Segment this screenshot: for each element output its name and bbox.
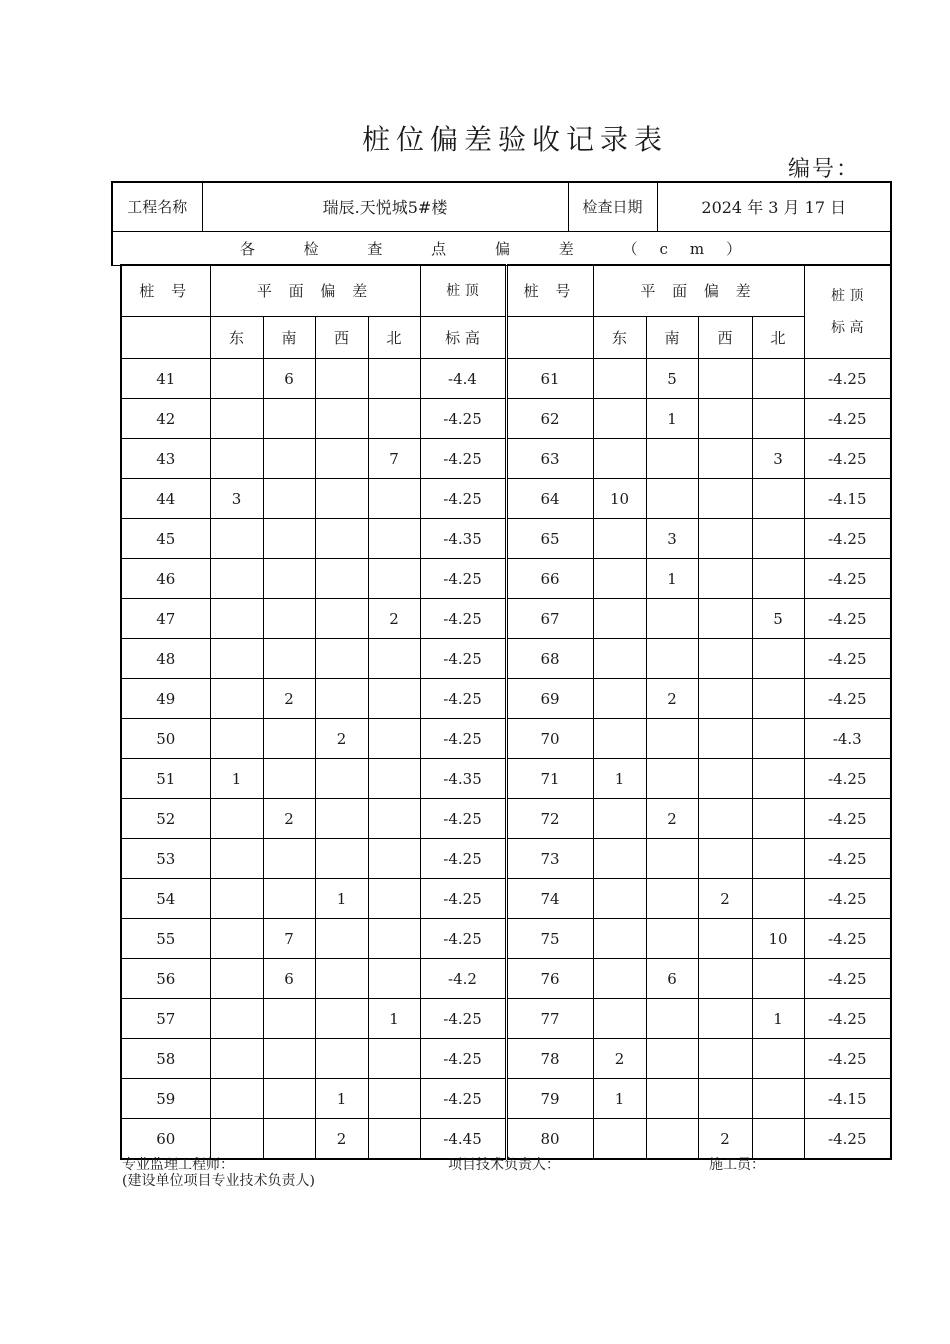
pile-number-cell: 76 <box>506 959 593 999</box>
north-cell <box>368 1119 420 1160</box>
east-cell <box>210 799 263 839</box>
west-cell <box>698 919 752 959</box>
west-cell <box>315 959 368 999</box>
pile-number-cell: 61 <box>506 359 593 399</box>
top-elevation-line2: 标 高 <box>445 329 480 347</box>
south-cell <box>263 1079 315 1119</box>
south-cell <box>646 839 698 879</box>
project-name-label: 工程名称 <box>112 182 202 231</box>
south-cell: 3 <box>646 519 698 559</box>
north-cell: 1 <box>752 999 804 1039</box>
elevation-cell: -4.25 <box>804 1039 891 1079</box>
north-cell <box>368 519 420 559</box>
east-cell <box>593 999 646 1039</box>
north-cell <box>368 919 420 959</box>
elevation-cell: -4.25 <box>804 679 891 719</box>
elevation-cell: -4.25 <box>420 1039 506 1079</box>
south-cell <box>263 479 315 519</box>
constructor-label: 施工员： <box>709 1157 765 1173</box>
south-cell: 2 <box>263 799 315 839</box>
north-cell <box>368 559 420 599</box>
elevation-cell: -4.25 <box>420 479 506 519</box>
east-cell <box>593 559 646 599</box>
table-row <box>121 879 891 919</box>
east-cell <box>210 559 263 599</box>
table-row <box>121 439 891 479</box>
east-cell: 3 <box>210 479 263 519</box>
pile-number-cell: 53 <box>121 839 210 879</box>
east-cell <box>210 839 263 879</box>
pile-number-subheader-right <box>506 317 593 359</box>
pile-number-cell: 43 <box>121 439 210 479</box>
west-header-left: 西 <box>315 317 368 359</box>
east-cell: 10 <box>593 479 646 519</box>
pile-number-cell: 50 <box>121 719 210 759</box>
elevation-cell: -4.25 <box>804 919 891 959</box>
west-cell <box>315 359 368 399</box>
inspection-date-value: 2024 年 3 月 17 日 <box>657 182 891 231</box>
south-cell <box>263 519 315 559</box>
elevation-cell: -4.25 <box>420 839 506 879</box>
pile-number-header-right: 桩 号 <box>506 265 593 317</box>
table-row <box>121 719 891 759</box>
pile-number-subheader-left <box>121 317 210 359</box>
south-cell <box>263 639 315 679</box>
west-cell <box>698 1079 752 1119</box>
south-cell <box>263 759 315 799</box>
east-cell <box>210 399 263 439</box>
deviation-section-label: 各 检 查 点 偏 差 （cm） <box>112 231 891 265</box>
pile-number-cell: 45 <box>121 519 210 559</box>
elevation-cell: -4.4 <box>420 359 506 399</box>
west-cell <box>315 599 368 639</box>
table-row <box>121 919 891 959</box>
west-cell <box>698 759 752 799</box>
north-cell <box>368 839 420 879</box>
west-cell <box>315 479 368 519</box>
north-cell <box>752 559 804 599</box>
north-cell <box>752 959 804 999</box>
elevation-cell: -4.25 <box>420 639 506 679</box>
south-cell: 2 <box>646 679 698 719</box>
table-body <box>121 359 891 1160</box>
east-cell <box>593 599 646 639</box>
west-cell <box>698 799 752 839</box>
north-header-left: 北 <box>368 317 420 359</box>
south-cell <box>646 1039 698 1079</box>
pile-deviation-table <box>120 264 892 1160</box>
east-cell <box>210 959 263 999</box>
north-header-right: 北 <box>752 317 804 359</box>
south-cell <box>646 439 698 479</box>
north-cell: 7 <box>368 439 420 479</box>
north-cell <box>752 1119 804 1160</box>
page-title: 桩位偏差验收记录表 <box>361 123 668 156</box>
west-cell: 2 <box>315 719 368 759</box>
west-header-right: 西 <box>698 317 752 359</box>
top-elevation-line1: 桩 顶 <box>831 287 864 304</box>
pile-number-cell: 68 <box>506 639 593 679</box>
pile-number-cell: 42 <box>121 399 210 439</box>
north-cell <box>752 879 804 919</box>
north-cell <box>752 359 804 399</box>
west-cell <box>698 679 752 719</box>
table-row <box>121 1119 891 1160</box>
east-header-left: 东 <box>210 317 263 359</box>
east-cell <box>593 959 646 999</box>
owner-note: (建设单位项目专业技术负责人) <box>122 1173 315 1189</box>
south-cell <box>646 599 698 639</box>
elevation-cell: -4.35 <box>420 759 506 799</box>
table-row <box>121 599 891 639</box>
north-cell <box>368 679 420 719</box>
east-cell <box>210 439 263 479</box>
elevation-cell: -4.25 <box>420 679 506 719</box>
pile-number-cell: 66 <box>506 559 593 599</box>
east-cell: 1 <box>593 759 646 799</box>
pile-number-cell: 64 <box>506 479 593 519</box>
east-cell <box>593 879 646 919</box>
south-cell <box>646 719 698 759</box>
east-cell: 1 <box>210 759 263 799</box>
elevation-cell: -4.25 <box>804 959 891 999</box>
east-cell: 1 <box>593 1079 646 1119</box>
pile-number-cell: 75 <box>506 919 593 959</box>
elevation-cell: -4.25 <box>804 359 891 399</box>
elevation-cell: -4.25 <box>804 599 891 639</box>
table-row <box>121 359 891 399</box>
pile-number-cell: 41 <box>121 359 210 399</box>
north-cell <box>752 799 804 839</box>
pile-number-cell: 70 <box>506 719 593 759</box>
elevation-cell: -4.25 <box>420 799 506 839</box>
east-cell <box>210 999 263 1039</box>
south-cell <box>646 879 698 919</box>
elevation-cell: -4.25 <box>804 879 891 919</box>
west-cell <box>698 1039 752 1079</box>
elevation-cell: -4.25 <box>804 639 891 679</box>
west-cell <box>315 839 368 879</box>
west-cell: 2 <box>698 879 752 919</box>
east-cell <box>210 639 263 679</box>
elevation-cell: -4.25 <box>420 599 506 639</box>
east-cell <box>593 679 646 719</box>
east-cell <box>593 839 646 879</box>
top-elevation-line2: 标 高 <box>831 319 864 336</box>
elevation-cell: -4.25 <box>420 399 506 439</box>
north-cell <box>752 1079 804 1119</box>
east-cell <box>210 719 263 759</box>
elevation-cell: -4.15 <box>804 1079 891 1119</box>
north-cell <box>368 959 420 999</box>
pile-number-cell: 49 <box>121 679 210 719</box>
pile-number-cell: 69 <box>506 679 593 719</box>
pile-number-cell: 60 <box>121 1119 210 1160</box>
top-elevation-line2-left <box>420 317 506 359</box>
table-row <box>121 679 891 719</box>
north-cell <box>752 759 804 799</box>
south-cell <box>263 559 315 599</box>
east-cell <box>210 919 263 959</box>
table-row <box>121 1079 891 1119</box>
pile-number-cell: 67 <box>506 599 593 639</box>
north-cell: 1 <box>368 999 420 1039</box>
south-cell <box>263 1039 315 1079</box>
north-cell <box>368 639 420 679</box>
north-cell <box>368 399 420 439</box>
west-cell <box>315 1039 368 1079</box>
north-cell <box>368 479 420 519</box>
south-cell <box>263 439 315 479</box>
west-cell <box>315 439 368 479</box>
north-cell <box>368 1039 420 1079</box>
west-cell <box>698 719 752 759</box>
document-number-label: 编号： <box>788 157 861 182</box>
table-row <box>121 639 891 679</box>
pile-number-cell: 59 <box>121 1079 210 1119</box>
west-cell <box>698 599 752 639</box>
east-cell <box>593 439 646 479</box>
west-cell: 2 <box>315 1119 368 1160</box>
west-cell <box>698 519 752 559</box>
north-cell <box>368 759 420 799</box>
pile-number-cell: 48 <box>121 639 210 679</box>
south-cell <box>646 1119 698 1160</box>
elevation-cell: -4.25 <box>804 519 891 559</box>
north-cell <box>368 799 420 839</box>
table-row <box>121 1039 891 1079</box>
east-cell <box>210 1119 263 1160</box>
west-cell <box>315 519 368 559</box>
table-row <box>121 759 891 799</box>
elevation-cell: -4.25 <box>804 799 891 839</box>
east-cell <box>210 1039 263 1079</box>
north-cell <box>368 879 420 919</box>
supervisor-label: 专业监理工程师： <box>122 1157 234 1173</box>
west-cell <box>698 359 752 399</box>
west-cell <box>315 759 368 799</box>
pile-number-cell: 57 <box>121 999 210 1039</box>
north-cell <box>752 519 804 559</box>
north-cell <box>752 1039 804 1079</box>
east-cell <box>210 519 263 559</box>
pile-number-cell: 79 <box>506 1079 593 1119</box>
south-cell <box>646 759 698 799</box>
north-cell <box>752 399 804 439</box>
east-cell <box>593 919 646 959</box>
elevation-cell: -4.15 <box>804 479 891 519</box>
pile-number-cell: 62 <box>506 399 593 439</box>
west-cell <box>698 439 752 479</box>
south-cell: 2 <box>263 679 315 719</box>
pile-number-cell: 77 <box>506 999 593 1039</box>
east-cell <box>593 519 646 559</box>
east-cell <box>593 359 646 399</box>
south-cell <box>263 879 315 919</box>
table-row <box>121 479 891 519</box>
north-cell <box>752 679 804 719</box>
elevation-cell: -4.35 <box>420 519 506 559</box>
table-row <box>121 959 891 999</box>
north-cell: 5 <box>752 599 804 639</box>
south-header-right: 南 <box>646 317 698 359</box>
elevation-cell: -4.25 <box>804 559 891 599</box>
east-cell <box>593 399 646 439</box>
west-cell <box>315 639 368 679</box>
elevation-cell: -4.25 <box>420 719 506 759</box>
east-cell <box>210 1079 263 1119</box>
west-cell <box>698 559 752 599</box>
north-cell <box>752 839 804 879</box>
inspection-date-label: 检查日期 <box>568 182 657 231</box>
pile-number-cell: 55 <box>121 919 210 959</box>
south-cell: 6 <box>263 959 315 999</box>
elevation-cell: -4.25 <box>804 399 891 439</box>
elevation-cell: -4.25 <box>804 839 891 879</box>
pile-number-cell: 65 <box>506 519 593 559</box>
table-row <box>121 799 891 839</box>
south-cell <box>646 1079 698 1119</box>
west-cell <box>698 959 752 999</box>
south-cell <box>263 719 315 759</box>
elevation-cell: -4.25 <box>420 559 506 599</box>
pile-number-cell: 46 <box>121 559 210 599</box>
pile-number-cell: 58 <box>121 1039 210 1079</box>
pile-number-cell: 54 <box>121 879 210 919</box>
south-cell <box>263 839 315 879</box>
pile-number-cell: 74 <box>506 879 593 919</box>
north-cell: 10 <box>752 919 804 959</box>
north-cell <box>368 719 420 759</box>
south-cell: 5 <box>646 359 698 399</box>
south-cell <box>263 599 315 639</box>
south-cell: 6 <box>263 359 315 399</box>
plane-deviation-header-right: 平 面 偏 差 <box>593 265 804 317</box>
south-cell <box>646 919 698 959</box>
elevation-cell: -4.2 <box>420 959 506 999</box>
plane-deviation-header-left: 平 面 偏 差 <box>210 265 420 317</box>
east-cell: 2 <box>593 1039 646 1079</box>
west-cell <box>698 639 752 679</box>
west-cell <box>315 799 368 839</box>
south-cell: 6 <box>646 959 698 999</box>
west-cell <box>315 999 368 1039</box>
elevation-cell: -4.25 <box>420 999 506 1039</box>
west-cell <box>698 479 752 519</box>
north-cell: 3 <box>752 439 804 479</box>
south-cell <box>263 399 315 439</box>
east-cell <box>210 599 263 639</box>
elevation-cell: -4.45 <box>420 1119 506 1160</box>
north-cell <box>752 719 804 759</box>
elevation-cell: -4.25 <box>804 439 891 479</box>
west-cell <box>315 559 368 599</box>
project-name-value: 瑞辰.天悦城5#楼 <box>202 182 568 231</box>
west-cell <box>315 919 368 959</box>
south-cell: 2 <box>646 799 698 839</box>
pile-number-cell: 63 <box>506 439 593 479</box>
west-cell: 1 <box>315 1079 368 1119</box>
table-row <box>121 999 891 1039</box>
east-cell <box>593 719 646 759</box>
table-row <box>121 399 891 439</box>
pile-number-cell: 56 <box>121 959 210 999</box>
east-cell <box>210 359 263 399</box>
table-row <box>121 559 891 599</box>
top-elevation-line1: 桩 顶 <box>446 282 479 299</box>
north-cell: 2 <box>368 599 420 639</box>
north-cell <box>752 479 804 519</box>
south-cell <box>646 639 698 679</box>
east-cell <box>210 879 263 919</box>
tech-lead-label: 项目技术负责人： <box>448 1157 560 1173</box>
south-cell: 7 <box>263 919 315 959</box>
north-cell <box>368 359 420 399</box>
north-cell <box>368 1079 420 1119</box>
pile-number-cell: 72 <box>506 799 593 839</box>
east-header-right: 东 <box>593 317 646 359</box>
south-cell: 1 <box>646 559 698 599</box>
south-cell <box>646 999 698 1039</box>
east-cell <box>593 799 646 839</box>
header-table <box>111 181 892 266</box>
top-elevation-header-right <box>804 265 891 359</box>
pile-number-cell: 47 <box>121 599 210 639</box>
pile-number-cell: 52 <box>121 799 210 839</box>
west-cell <box>315 399 368 439</box>
elevation-cell: -4.25 <box>420 439 506 479</box>
pile-number-header-left: 桩 号 <box>121 265 210 317</box>
elevation-cell: -4.25 <box>420 919 506 959</box>
elevation-cell: -4.25 <box>420 1079 506 1119</box>
elevation-cell: -4.25 <box>804 1119 891 1160</box>
table-row <box>121 839 891 879</box>
south-cell <box>646 479 698 519</box>
west-cell: 1 <box>315 879 368 919</box>
north-cell <box>752 639 804 679</box>
south-cell: 1 <box>646 399 698 439</box>
pile-number-cell: 73 <box>506 839 593 879</box>
west-cell <box>315 679 368 719</box>
top-elevation-header-left <box>420 265 506 317</box>
east-cell <box>210 679 263 719</box>
south-cell <box>263 1119 315 1160</box>
pile-number-cell: 80 <box>506 1119 593 1160</box>
elevation-cell: -4.25 <box>804 759 891 799</box>
west-cell <box>698 839 752 879</box>
elevation-cell: -4.25 <box>804 999 891 1039</box>
south-header-left: 南 <box>263 317 315 359</box>
pile-number-cell: 44 <box>121 479 210 519</box>
west-cell: 2 <box>698 1119 752 1160</box>
west-cell <box>698 399 752 439</box>
east-cell <box>593 1119 646 1160</box>
south-cell <box>263 999 315 1039</box>
table-row <box>121 519 891 559</box>
pile-number-cell: 71 <box>506 759 593 799</box>
elevation-cell: -4.25 <box>420 879 506 919</box>
pile-number-cell: 78 <box>506 1039 593 1079</box>
west-cell <box>698 999 752 1039</box>
east-cell <box>593 639 646 679</box>
elevation-cell: -4.3 <box>804 719 891 759</box>
pile-number-cell: 51 <box>121 759 210 799</box>
